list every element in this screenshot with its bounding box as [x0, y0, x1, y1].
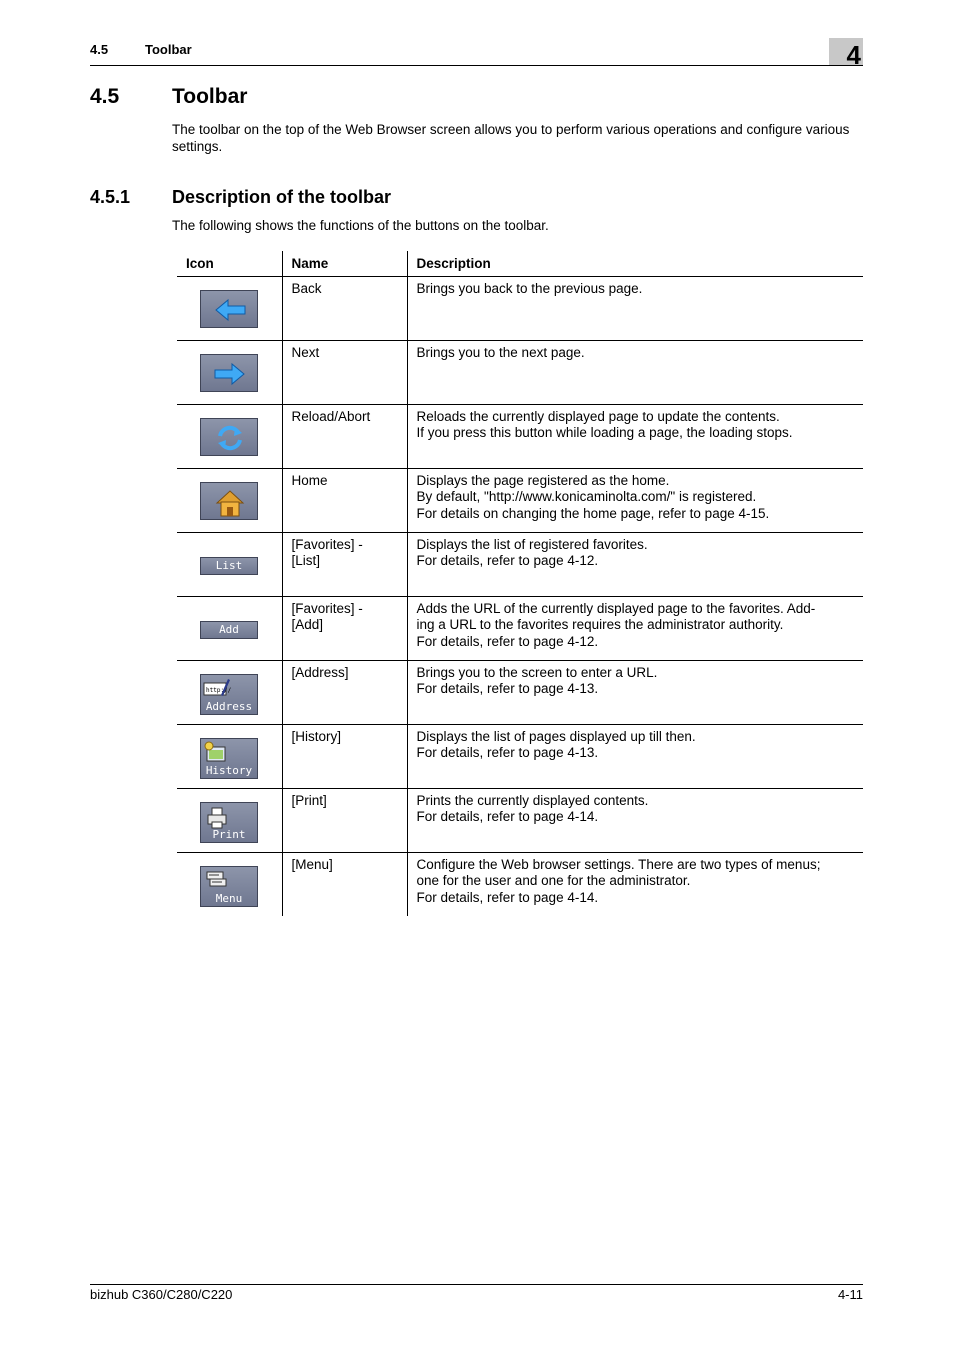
column-header-description: Description [407, 251, 863, 277]
table-header-row [177, 251, 863, 277]
footer-page-number: 4-11 [837, 1287, 863, 1302]
column-header-icon: Icon [177, 251, 282, 277]
next-arrow-icon [200, 354, 258, 392]
chapter-tab [829, 38, 863, 70]
description-cell: Brings you back to the previous page. [407, 277, 863, 341]
running-header-title: Toolbar [145, 42, 192, 57]
menu-icon: Menu [200, 866, 258, 907]
table-row [177, 725, 863, 789]
table-row [177, 469, 863, 533]
name-cell: [Favorites] - [List] [282, 533, 407, 597]
description-cell: Prints the currently displayed contents. For details, refer to page 4-14. [407, 789, 863, 853]
address-icon: http:// Address [200, 674, 258, 715]
heading2-title: Description of the toolbar [172, 187, 392, 207]
sub-intro-paragraph: The following shows the functions of the buttons on the toolbar. [172, 218, 549, 233]
back-arrow-icon [200, 290, 258, 328]
table-row [177, 341, 863, 405]
description-cell: Brings you to the screen to enter a URL. For details, refer to page 4-13. [407, 661, 863, 725]
reload-icon [200, 418, 258, 456]
name-cell: Home [282, 469, 407, 533]
name-cell: Next [282, 341, 407, 405]
chapter-number: 4 [846, 40, 861, 70]
description-cell: Reloads the currently displayed page to update the contents. If you press this button while loading a page, the loading stops. [407, 405, 863, 469]
description-cell: Displays the page registered as the home. By default, "http://www.konicaminolta.com/" is registered. For details on changing the home page, refer to page 4-15. [407, 469, 863, 533]
table-row [177, 597, 863, 661]
heading2-number: 4.5.1 [90, 187, 131, 207]
name-cell: Back [282, 277, 407, 341]
description-cell: Brings you to the next page. [407, 341, 863, 405]
description-cell: Displays the list of registered favorites. For details, refer to page 4-12. [407, 533, 863, 597]
footer-product: bizhub C360/C280/C220 [90, 1287, 233, 1302]
history-icon: History [200, 738, 258, 779]
table-row [177, 405, 863, 469]
name-cell: [Favorites] - [Add] [282, 597, 407, 661]
intro-paragraph: The toolbar on the top of the Web Browser screen allows you to perform various operations and configure various settings. [172, 122, 850, 154]
table-row [177, 533, 863, 597]
name-cell: [History] [282, 725, 407, 789]
description-cell: Displays the list of pages displayed up till then. For details, refer to page 4-13. [407, 725, 863, 789]
address-icon-url-text: http:// [206, 687, 232, 694]
heading1-number: 4.5 [90, 85, 120, 108]
name-cell: [Print] [282, 789, 407, 853]
name-cell: [Address] [282, 661, 407, 725]
home-icon [200, 482, 258, 520]
add-button-icon: Add [200, 621, 258, 639]
list-button-icon: List [200, 557, 258, 575]
table-row [177, 277, 863, 341]
table-row [177, 853, 863, 917]
name-cell: Reload/Abort [282, 405, 407, 469]
table-row [177, 661, 863, 725]
toolbar-table [177, 251, 863, 916]
description-cell: Adds the URL of the currently displayed page to the favorites. Add- ing a URL to the favorites requires the administrator authority. For details, refer to page 4-12. [407, 597, 863, 661]
table-row [177, 789, 863, 853]
header-rule [90, 65, 863, 66]
running-header-section: 4.5 [90, 42, 109, 57]
print-icon: Print [200, 802, 258, 843]
name-cell: [Menu] [282, 853, 407, 917]
footer-rule [90, 1284, 863, 1285]
heading1-title: Toolbar [172, 85, 248, 108]
column-header-name: Name [282, 251, 407, 277]
description-cell: Configure the Web browser settings. There are two types of menus; one for the user and one for the administrator. For details, refer to page 4-14. [416, 857, 821, 905]
